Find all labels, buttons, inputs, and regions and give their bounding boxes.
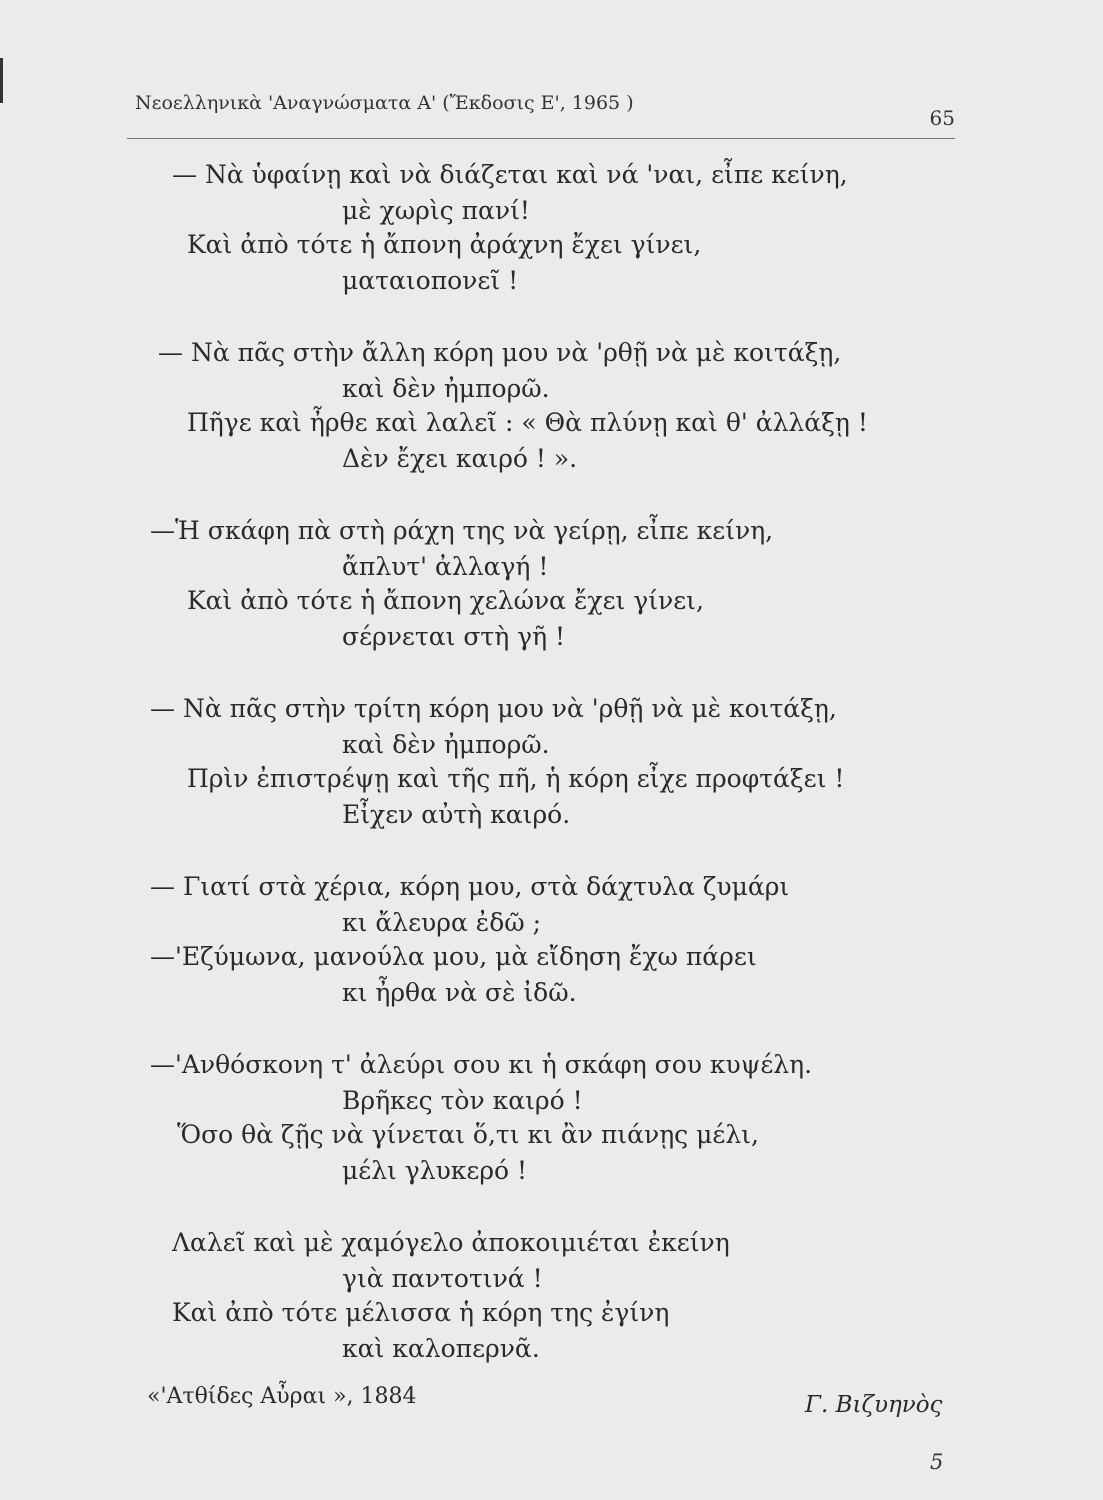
poem-line: Εἶχεν αὐτὴ καιρό. bbox=[342, 800, 571, 829]
poem-line: Πῆγε καὶ ἦρθε καὶ λαλεῖ : « Θὰ πλύνῃ καὶ θ' ἀλλάξῃ ! bbox=[187, 408, 868, 437]
poem-line: Ὅσο θὰ ζῇς νὰ γίνεται ὅ,τι κι ἂν πιάνῃς μέλι, bbox=[177, 1120, 759, 1149]
poem-line: — Νὰ πᾶς στὴν τρίτη κόρη μου νὰ 'ρθῇ νὰ μὲ κοιτάξῃ, bbox=[150, 694, 837, 723]
poem-line: —'Ανθόσκονη τ' ἀλεύρι σου κι ἡ σκάφη σου κυψέλη. bbox=[150, 1050, 813, 1079]
poem-line: — Γιατί στὰ χέρια, κόρη μου, στὰ δάχτυλα ζυμάρι bbox=[150, 872, 790, 901]
poem-line: Λαλεῖ καὶ μὲ χαμόγελο ἀποκοιμιέται ἐκείνη bbox=[172, 1228, 730, 1257]
poem-line: ἄπλυτ' ἀλλαγή ! bbox=[342, 552, 549, 581]
scan-edge-mark bbox=[0, 58, 3, 103]
poem-line: ματαιοπονεῖ ! bbox=[342, 266, 519, 295]
poem-line: μέλι γλυκερό ! bbox=[342, 1156, 528, 1185]
poem-line: — Νὰ πᾶς στὴν ἄλλη κόρη μου νὰ 'ρθῇ νὰ μὲ κοιτάξῃ, bbox=[158, 338, 842, 367]
poem-line: γιὰ παντοτινά ! bbox=[342, 1264, 543, 1293]
poem-line: κι ἄλευρα ἐδῶ ; bbox=[342, 908, 541, 937]
poem-line: μὲ χωρὶς πανί! bbox=[342, 196, 530, 225]
poem-line: —'Εζύμωνα, μανούλα μου, μὰ εἴδηση ἔχω πάρει bbox=[150, 942, 757, 971]
poem-line: Καὶ ἀπὸ τότε μέλισσα ἡ κόρη της ἐγίνη bbox=[172, 1298, 670, 1327]
poem-line: Βρῆκες τὸν καιρό ! bbox=[342, 1086, 583, 1115]
poem-line: Καὶ ἀπὸ τότε ἡ ἄπονη ἀράχνη ἔχει γίνει, bbox=[187, 230, 702, 259]
source-citation: «'Ατθίδες Αὖραι », 1884 bbox=[147, 1384, 417, 1409]
poem-line: Πρὶν ἐπιστρέψῃ καὶ τῆς πῆ, ἡ κόρη εἶχε προφτάξει ! bbox=[187, 764, 845, 793]
author-name: Γ. Βιζυηνὸς bbox=[805, 1392, 943, 1418]
signature-number: 5 bbox=[930, 1450, 944, 1474]
poem-line: σέρνεται στὴ γῆ ! bbox=[342, 622, 566, 651]
page-number: 65 bbox=[929, 106, 955, 130]
header-divider bbox=[127, 138, 955, 139]
poem-line: καὶ δὲν ἠμπορῶ. bbox=[342, 374, 550, 403]
poem-line: καὶ καλοπερνᾶ. bbox=[342, 1334, 540, 1363]
poem-line: κι ἦρθα νὰ σὲ ἰδῶ. bbox=[342, 978, 577, 1007]
poem-line: —Ἡ σκάφη πὰ στὴ ράχη της νὰ γείρῃ, εἶπε κείνη, bbox=[150, 516, 774, 545]
running-header bbox=[135, 92, 955, 130]
header-title: Νεοελληνικὰ 'Αναγνώσματα Α' (Ἔκδοσις Ε', 1965 ) bbox=[135, 92, 634, 114]
poem-line: — Νὰ ὑφαίνῃ καὶ νὰ διάζεται καὶ νά 'ναι, εἶπε κείνη, bbox=[172, 160, 848, 189]
poem-line: Δὲν ἔχει καιρό ! ». bbox=[342, 444, 578, 473]
poem-line: καὶ δὲν ἠμπορῶ. bbox=[342, 730, 550, 759]
poem-line: Καὶ ἀπὸ τότε ἡ ἄπονη χελώνα ἔχει γίνει, bbox=[187, 586, 704, 615]
